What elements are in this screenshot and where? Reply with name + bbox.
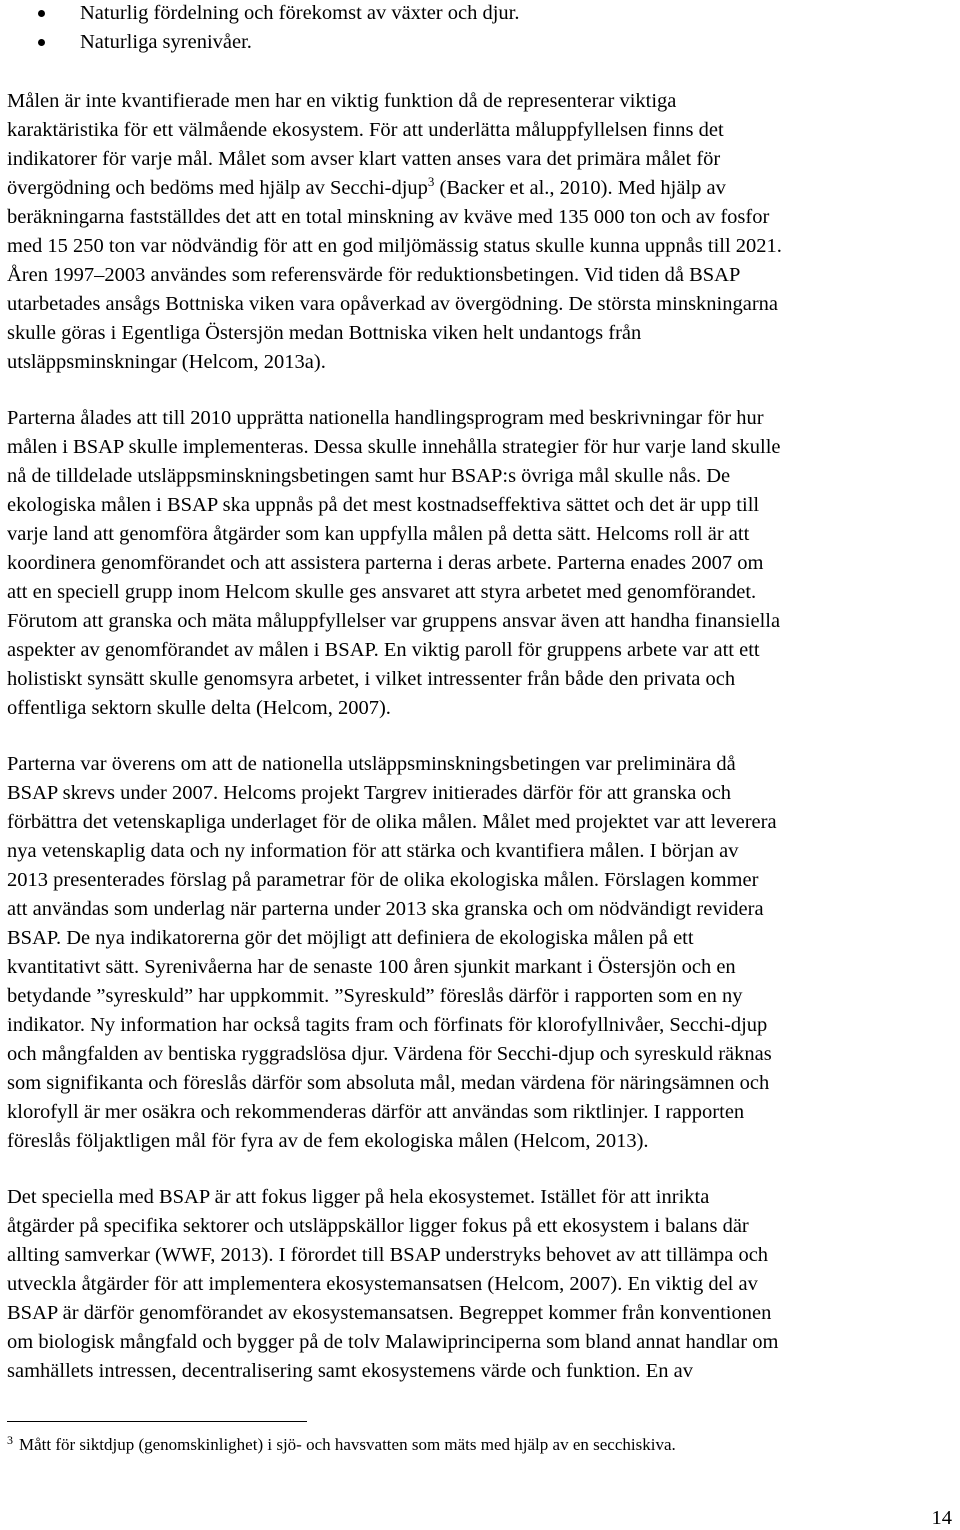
paragraph-line: ekologiska målen i BSAP ska uppnås på det mest kostnadseffektiva sättet och det är upp till	[7, 494, 760, 516]
paragraph-line: indikatorer för varje mål. Målet som avser klart vatten anses vara det primära målet för	[7, 148, 721, 170]
bullet-text: Naturliga syrenivåer.	[80, 31, 252, 53]
paragraph-line: att en speciell grupp inom Helcom skulle ges ansvaret att styra arbetet med genomförandet.	[7, 581, 757, 603]
paragraph	[7, 87, 953, 377]
paragraph-line: föreslås följaktligen mål för fyra av de fem ekologiska målen (Helcom, 2013).	[7, 1130, 649, 1152]
paragraph-line: utarbetades ansågs Bottniska viken vara opåverkad av övergödning. De största minskningarna	[7, 293, 779, 315]
paragraph-line: BSAP skrevs under 2007. Helcoms projekt Targrev initierades därför för att granska och	[7, 782, 732, 804]
paragraph-line: Åren 1997–2003 användes som referensvärde för reduktionsbetingen. Vid tiden då BSAP	[7, 264, 741, 286]
footnote-mark: 3	[7, 1433, 13, 1447]
paragraph-line: förbättra det vetenskapliga underlaget för de olika målen. Målet med projektet var att leverera	[7, 811, 777, 833]
paragraph-line-text: övergödning och bedöms med hjälp av Secchi-djup	[7, 177, 428, 199]
bullet-list	[0, 0, 520, 57]
paragraph-line: klorofyll är mer osäkra och rekommenderas därför att användas som riktlinjer. I rapporten	[7, 1101, 745, 1123]
paragraph-line: Förutom att granska och mäta måluppfyllelser var gruppens ansvar även att handha finansiella	[7, 610, 781, 632]
paragraph-line: skulle göras i Egentliga Östersjön medan Bottniska viken helt undantogs från	[7, 322, 642, 344]
paragraph	[7, 1183, 953, 1386]
paragraph-line: åtgärder på specifika sektorer och utsläppskällor ligger fokus på ett ekosystem i balans där	[7, 1215, 749, 1237]
paragraph-line: karaktäristika för ett välmående ekosystem. För att underlätta måluppfyllelsen finns det	[7, 119, 724, 141]
paragraph-line: indikator. Ny information har också tagits fram och förfinats för klorofyllnivåer, Secchi-djup	[7, 1014, 768, 1036]
paragraph-line: utveckla åtgärder för att implementera ekosystemansatsen (Helcom, 2007). En viktig del av	[7, 1273, 758, 1295]
paragraph-line: Det speciella med BSAP är att fokus ligger på hela ekosystemet. Istället för att inrikta	[7, 1186, 710, 1208]
footnote	[7, 1434, 676, 1456]
footnote-divider	[7, 1421, 307, 1422]
paragraph-line: om biologisk mångfald och bygger på de tolv Malawiprinciperna som bland annat handlar om	[7, 1331, 779, 1353]
bullet-dot-icon	[38, 10, 45, 17]
paragraph-line: koordinera genomförandet och att assistera parterna i deras arbete. Parterna enades 2007 om	[7, 552, 764, 574]
paragraph	[7, 404, 953, 723]
paragraph-line: utsläppsminskningar (Helcom, 2013a).	[7, 351, 326, 373]
paragraph-line: nya vetenskaplig data och ny information för att stärka och kvantifiera målen. I början av	[7, 840, 739, 862]
paragraph-line: beräkningarna fastställdes det att en total minskning av kväve med 135 000 ton och av fosfor	[7, 206, 770, 228]
paragraph-line: BSAP är därför genomförandet av ekosystemansatsen. Begreppet kommer från konventionen	[7, 1302, 772, 1324]
paragraph-line: 2013 presenterades förslag på parametrar för de olika ekologiska målen. Förslagen kommer	[7, 869, 759, 891]
page-number: 14	[931, 1507, 952, 1529]
bullet-dot-icon	[38, 39, 45, 46]
paragraph-line: varje land att genomföra åtgärder som kan uppfylla målen på detta sätt. Helcoms roll är att	[7, 523, 750, 545]
paragraph-line: betydande ”syreskuld” har uppkommit. ”Syreskuld” föreslås därför i rapporten som en ny	[7, 985, 743, 1007]
paragraph-line: BSAP. De nya indikatorerna gör det möjligt att definiera de ekologiska målen på ett	[7, 927, 694, 949]
paragraph-line-text: (Backer et al., 2010). Med hjälp av	[434, 177, 726, 199]
paragraph-line: Målen är inte kvantifierade men har en viktig funktion då de representerar viktiga	[7, 90, 677, 112]
paragraph-line: kvantitativt sätt. Syrenivåerna har de senaste 100 åren sjunkit markant i Östersjön och en	[7, 956, 736, 978]
paragraph-line: Parterna ålades att till 2010 upprätta nationella handlingsprogram med beskrivningar för hur	[7, 407, 764, 429]
bullet-text: Naturlig fördelning och förekomst av växter och djur.	[80, 2, 520, 24]
paragraph-line: aspekter av genomförandet av målen i BSAP. En viktig paroll för gruppens arbete var att ett	[7, 639, 760, 661]
bullet-item	[0, 28, 520, 57]
bullet-item	[0, 0, 520, 28]
footnote-text: Mått för siktdjup (genomskinlighet) i sjö- och havsvatten som mäts med hjälp av en secchiskiva.	[19, 1435, 676, 1454]
paragraph-line: med 15 250 ton var nödvändig för att en god miljömässig status skulle kunna uppnås till 2021.	[7, 235, 782, 257]
paragraph-line: att användas som underlag när parterna under 2013 ska granska och om nödvändigt revidera	[7, 898, 764, 920]
footnote-reference: 3	[427, 174, 435, 189]
paragraph-line	[7, 174, 953, 203]
paragraph-line: allting samverkar (WWF, 2013). I förordet till BSAP understryks behovet av att tillämpa och	[7, 1244, 769, 1266]
paragraph-line: nå de tilldelade utsläppsminskningsbetingen samt hur BSAP:s övriga mål skulle nås. De	[7, 465, 731, 487]
paragraph-line: samhällets intressen, decentralisering samt ekosystemens värde och funktion. En av	[7, 1360, 693, 1382]
paragraph-line: som signifikanta och föreslås därför som absoluta mål, medan värdena för näringsämnen och	[7, 1072, 770, 1094]
paragraph-line: holistiskt synsätt skulle genomsyra arbetet, i vilket intressenter från både den privata och	[7, 668, 736, 690]
paragraph-line: målen i BSAP skulle implementeras. Dessa skulle innehålla strategier för hur varje land skulle	[7, 436, 781, 458]
paragraph-line: offentliga sektorn skulle delta (Helcom, 2007).	[7, 697, 391, 719]
paragraph-line: och mångfalden av bentiska ryggradslösa djur. Värdena för Secchi-djup och syreskuld räknas	[7, 1043, 772, 1065]
paragraph	[7, 750, 953, 1156]
paragraph-line: Parterna var överens om att de nationella utsläppsminskningsbetingen var preliminära då	[7, 753, 736, 775]
